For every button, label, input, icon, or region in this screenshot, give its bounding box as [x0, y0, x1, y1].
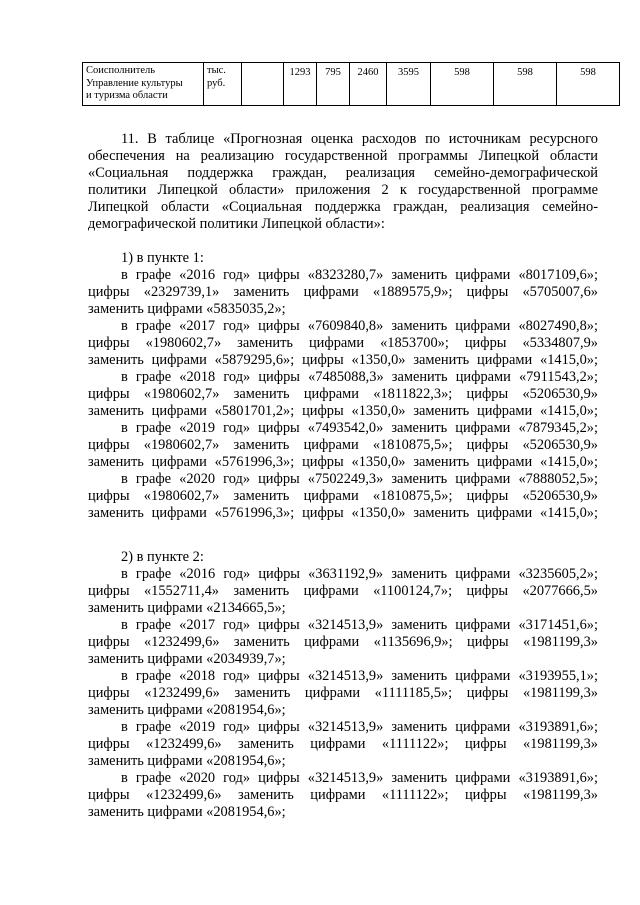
cell-text: 598: [517, 67, 533, 78]
paragraph-line: цифры «1980602,7» заменить цифрами «1810875,5»; цифры «5206530,9»: [88, 488, 598, 504]
paragraph-line: политики Липецкой области» приложения 2 к государственной программе: [88, 182, 598, 198]
table-cell-unit: [204, 63, 242, 106]
table-cell-value: [387, 63, 431, 106]
paragraph-line: заменить цифрами «5761996,3»; цифры «1350,0» заменить цифрами «1415,0»;: [88, 505, 598, 521]
paragraph-line: заменить цифрами «5879295,6»; цифры «1350,0» заменить цифрами «1415,0»;: [88, 352, 598, 368]
paragraph-line: цифры «1232499,6» заменить цифрами «1111122»; цифры «1981199,3»: [88, 787, 598, 803]
paragraph-line: в графе «2018 год» цифры «3214513,9» заменить цифрами «3193955,1»;: [121, 668, 598, 684]
cell-text: 598: [580, 67, 596, 78]
section-title: 2) в пункте 2:: [121, 549, 204, 565]
cell-text: 795: [325, 67, 341, 78]
table-row: [83, 63, 620, 106]
paragraph-line: заменить цифрами «2134665,5»;: [88, 600, 286, 616]
paragraph-line: в графе «2016 год» цифры «8323280,7» заменить цифрами «8017109,6»;: [121, 267, 598, 283]
cell-text: 1293: [289, 67, 311, 78]
table-cell-value: [431, 63, 494, 106]
paragraph-line: цифры «1980602,7» заменить цифрами «1811822,3»; цифры «5206530,9»: [88, 386, 598, 402]
paragraph-line: демографической политики Липецкой области»:: [88, 216, 385, 232]
cell-text: Соисполнитель: [86, 65, 156, 76]
paragraph-line: заменить цифрами «2034939,7»;: [88, 651, 286, 667]
paragraph-line: Липецкой области «Социальная поддержка граждан, реализация семейно-: [88, 199, 598, 215]
table-cell-value: [494, 63, 557, 106]
paragraph-line: заменить цифрами «2081954,6»;: [88, 702, 286, 718]
table-cell-executor: [83, 63, 204, 106]
paragraph-line: обеспечения на реализацию государственной программы Липецкой области: [88, 148, 598, 164]
table-cell-value: [557, 63, 620, 106]
paragraph-line: цифры «1980602,7» заменить цифрами «1853700»; цифры «5334807,9»: [88, 335, 598, 351]
section-title: 1) в пункте 1:: [121, 250, 204, 266]
cell-text: тыс.: [207, 65, 226, 76]
paragraph-line: заменить цифрами «2081954,6»;: [88, 804, 286, 820]
cell-text: Управление культуры: [86, 77, 183, 89]
paragraph-line: заменить цифрами «5801701,2»; цифры «1350,0» заменить цифрами «1415,0»;: [88, 403, 598, 419]
table-cell-empty: [242, 63, 284, 106]
cell-text: 2460: [357, 67, 379, 78]
paragraph-line: заменить цифрами «2081954,6»;: [88, 753, 286, 769]
paragraph-line: в графе «2017 год» цифры «3214513,9» заменить цифрами «3171451,6»;: [121, 617, 598, 633]
table-cell-value: [284, 63, 317, 106]
cell-text: 598: [454, 67, 470, 78]
paragraph-line: цифры «1552711,4» заменить цифрами «1100124,7»; цифры «2077666,5»: [88, 583, 598, 599]
paragraph-line: цифры «1232499,6» заменить цифрами «1111122»; цифры «1981199,3»: [88, 736, 598, 752]
paragraph-line: в графе «2018 год» цифры «7485088,3» заменить цифрами «7911543,2»;: [121, 369, 598, 385]
cell-text: руб.: [207, 77, 226, 89]
paragraph-line: в графе «2020 год» цифры «7502249,3» заменить цифрами «7888052,5»;: [121, 471, 598, 487]
paragraph-line: цифры «1232499,6» заменить цифрами «1135696,9»; цифры «1981199,3»: [88, 634, 598, 650]
paragraph-line: заменить цифрами «5761996,3»; цифры «1350,0» заменить цифрами «1415,0»;: [88, 454, 598, 470]
paragraph-line: в графе «2020 год» цифры «3214513,9» заменить цифрами «3193891,6»;: [121, 770, 598, 786]
paragraph-line: в графе «2016 год» цифры «3631192,9» заменить цифрами «3235605,2»;: [121, 566, 598, 582]
cell-text: 3595: [398, 67, 419, 78]
paragraph-line: в графе «2017 год» цифры «7609840,8» заменить цифрами «8027490,8»;: [121, 318, 598, 334]
cell-text: и туризма области: [86, 90, 168, 101]
paragraph-line: цифры «1980602,7» заменить цифрами «1810875,5»; цифры «5206530,9»: [88, 437, 598, 453]
resource-table: [82, 62, 620, 106]
table-cell-value: [317, 63, 350, 106]
paragraph-line: цифры «2329739,1» заменить цифрами «1889575,9»; цифры «5705007,6»: [88, 284, 598, 300]
table-cell-value: [350, 63, 387, 106]
paragraph-line: 11. В таблице «Прогнозная оценка расходов по источникам ресурсного: [121, 131, 598, 147]
paragraph-line: «Социальная поддержка граждан, реализация семейно-демографической: [88, 165, 598, 181]
paragraph-line: заменить цифрами «5835035,2»;: [88, 301, 286, 317]
paragraph-line: в графе «2019 год» цифры «7493542,0» заменить цифрами «7879345,2»;: [121, 420, 598, 436]
paragraph-line: цифры «1232499,6» заменить цифрами «1111185,5»; цифры «1981199,3»: [88, 685, 598, 701]
paragraph-line: в графе «2019 год» цифры «3214513,9» заменить цифрами «3193891,6»;: [121, 719, 598, 735]
